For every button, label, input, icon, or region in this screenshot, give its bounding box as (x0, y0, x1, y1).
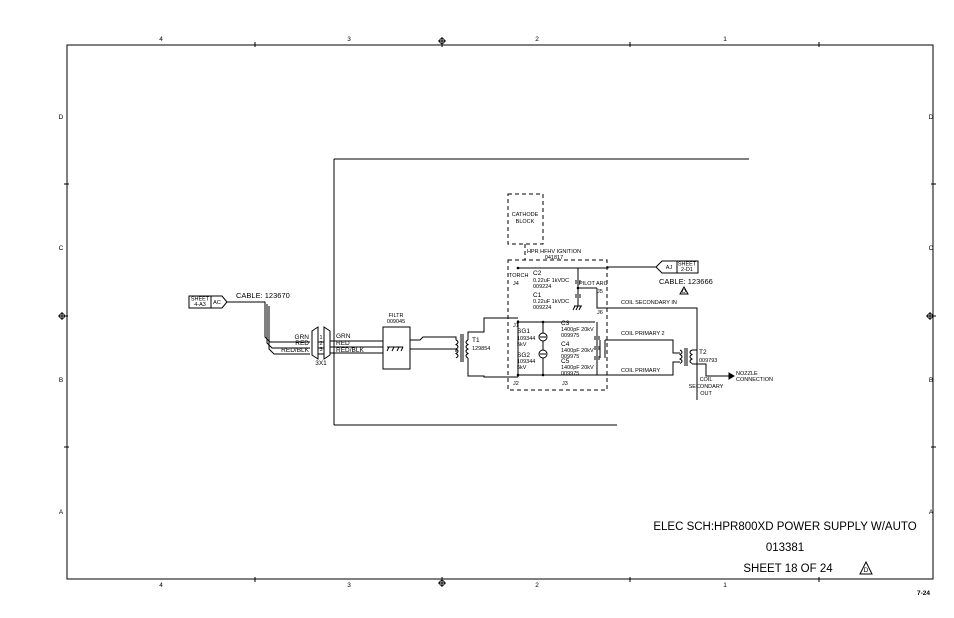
c5-part: 009975 (561, 371, 580, 377)
drawing-border (67, 45, 933, 579)
zone-row-right-b: B (928, 377, 934, 384)
c1-value: 0.22uF 1kVDC (533, 299, 570, 305)
zone-col-bottom-4: 4 (159, 582, 163, 589)
coil-secondary-out-line2: SECONDARY (688, 384, 724, 390)
zone-col-top-2: 2 (535, 36, 539, 43)
svg-text:D: D (682, 289, 686, 295)
c5-value: 1400pF 20kV (561, 365, 594, 371)
j3-label: J3 (562, 381, 568, 387)
wire-label-grn-right: GRN (336, 333, 351, 340)
filter-name: FILTR (388, 313, 404, 319)
j5-label: J5 (597, 289, 603, 295)
wire-label-red-left: RED (295, 340, 309, 347)
zone-row-left-a: A (58, 509, 64, 516)
plug-label: 3X1 (315, 360, 327, 367)
right-connector-ref-line2: 2-D1 (681, 267, 693, 273)
pilot-arc-label: PILOT ARC (579, 281, 608, 287)
right-sheet-connector (592, 261, 698, 273)
right-cable-label: CABLE: 123666 (659, 277, 713, 286)
sg2-ref: SG2 (517, 352, 531, 359)
coil-secondary-out-line3: OUT (700, 391, 712, 397)
zone-row-right-a: A (928, 509, 934, 516)
sg1-ref: SG1 (517, 328, 531, 335)
nozzle-connection-line2: CONNECTION (736, 377, 773, 383)
j6-label: J6 (597, 310, 603, 316)
cathode-block-label-1: CATHODE (511, 212, 539, 218)
page-number: 7-24 (916, 590, 930, 597)
c4-part: 009975 (561, 354, 580, 360)
j1-label: J1 (513, 323, 519, 329)
t2-part: 009793 (699, 358, 718, 364)
coil-secondary-out-line1: COIL (699, 377, 713, 383)
wire-label-grn-left: GRN (294, 334, 309, 341)
plug-pin-2: 2 (319, 341, 323, 347)
c2-part: 009224 (533, 284, 552, 290)
torch-label: TORCH (509, 273, 529, 279)
drawing-title: ELEC SCH:HPR800XD POWER SUPPLY W/AUTO (653, 521, 917, 533)
c3-part: 009975 (561, 333, 580, 339)
nozzle-connection-line1: NOZZLE (736, 371, 758, 377)
right-connector-tag: AJ (665, 265, 673, 271)
drawing-number: 013381 (765, 542, 805, 554)
wire-label-red-right: RED (336, 340, 350, 347)
ignition-part: 041817 (544, 255, 564, 261)
right-connector-ref-line1: SHEET (677, 261, 697, 268)
t1-part: 129854 (472, 346, 491, 352)
revision-triangle-icon (860, 562, 872, 574)
left-sheet-connector (189, 296, 227, 308)
cathode-block-label-2: BLOCK (515, 219, 535, 225)
c2-value: 0.22uF 1kVDC (533, 278, 570, 284)
zone-row-right-c: C (928, 245, 934, 252)
zone-col-top-4: 4 (159, 36, 163, 43)
wire-label-redblk-right: RED/BLK (336, 347, 364, 354)
coil-secondary-in-label: COIL SECONDARY IN (621, 300, 677, 306)
c1-ref: C1 (533, 292, 542, 299)
filter-to-t1-wires (410, 337, 456, 352)
zone-col-bottom-3: 3 (347, 582, 351, 589)
c5-ref: C5 (561, 358, 570, 365)
revision-triangle-small-icon (680, 287, 688, 295)
coil-primary-2-label: COIL PRIMARY 2 (621, 331, 665, 337)
left-connector-ref-line2: 4-A3 (194, 302, 206, 308)
left-connector-ref-line1: SHEET (190, 296, 210, 303)
zone-ticks (64, 42, 936, 582)
left-connector-tag: AC (213, 300, 221, 306)
chassis-ground-icon (387, 347, 403, 351)
c1-part: 009224 (533, 305, 552, 311)
c4-value: 1400pF 20kV (561, 348, 594, 354)
center-mark-icon (58, 37, 936, 587)
t1-ref: T1 (472, 337, 480, 344)
svg-text:D: D (863, 567, 869, 574)
c4-ref: C4 (561, 341, 570, 348)
coil-primary-label: COIL PRIMARY (621, 368, 661, 374)
filter-part: 009045 (386, 319, 406, 325)
ignition-label: HPR HFHV IGNITION (526, 249, 582, 255)
zone-row-left-b: B (58, 377, 64, 384)
filter-box (383, 327, 410, 369)
plug-pin-3: 3 (319, 347, 323, 353)
t2-ref: T2 (699, 349, 707, 356)
plug-pin-1: 1 (319, 335, 323, 341)
wire-label-redblk-left: RED/BLK (281, 347, 309, 354)
zone-col-bottom-2: 2 (535, 582, 539, 589)
j4-label: J4 (513, 281, 519, 287)
c3-value: 1400pF 20kV (561, 327, 594, 333)
zone-col-top-1: 1 (723, 36, 727, 43)
zone-col-top-3: 3 (347, 36, 351, 43)
left-cable-label: CABLE: 123670 (236, 291, 290, 300)
zone-row-left-c: C (58, 245, 64, 252)
sg2-rating: 5kV (517, 365, 527, 371)
j2-label: J2 (513, 381, 519, 387)
zone-row-left-d: D (58, 114, 64, 121)
sg2-part: 109344 (517, 359, 536, 365)
c3-ref: C3 (561, 320, 570, 327)
sg1-part: 109344 (517, 336, 536, 342)
zone-col-bottom-1: 1 (723, 582, 727, 589)
sg1-rating: 5kV (517, 342, 527, 348)
zone-row-right-d: D (928, 114, 934, 121)
c2-ref: C2 (533, 270, 542, 277)
sheet-number: SHEET 18 OF 24 (743, 563, 833, 575)
